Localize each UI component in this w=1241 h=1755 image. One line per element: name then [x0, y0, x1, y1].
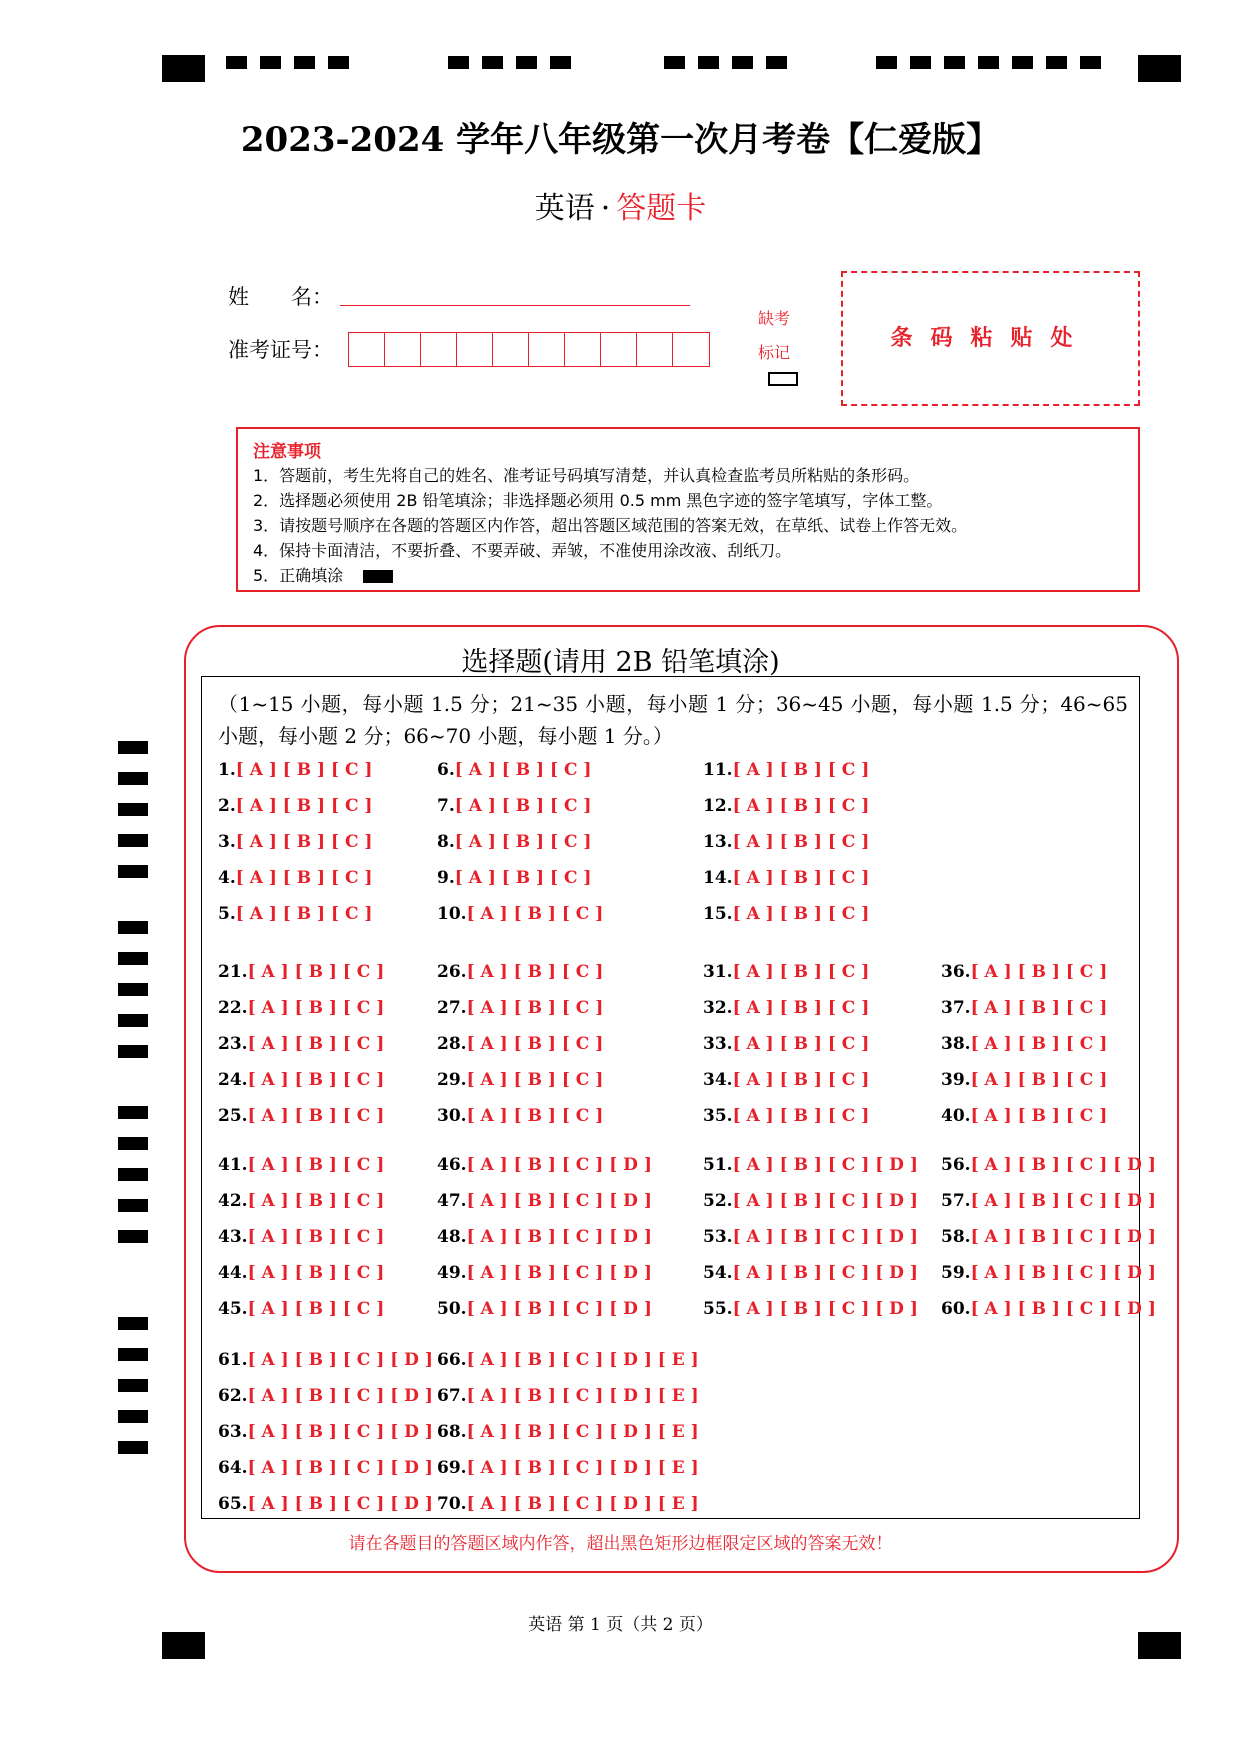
answer-bubbles[interactable]: [ A ] [ B ] [ C ]: [466, 962, 604, 982]
question-27[interactable]: [437, 998, 603, 1018]
question-number: 31.: [703, 962, 733, 982]
answer-bubbles[interactable]: [ A ] [ B ] [ C ]: [732, 1034, 870, 1054]
question-10[interactable]: [437, 904, 603, 924]
name-field[interactable]: [340, 305, 690, 306]
question-12[interactable]: [703, 796, 869, 816]
timing-mark: [516, 56, 537, 69]
answer-bubbles[interactable]: [ A ] [ B ] [ C ]: [247, 1299, 385, 1319]
question-number: 54.: [703, 1263, 733, 1283]
question-13[interactable]: [703, 832, 869, 852]
barcode-label: 条码粘贴处: [890, 325, 1091, 351]
timing-mark: [226, 56, 247, 69]
question-53[interactable]: [703, 1227, 918, 1247]
question-number: 38.: [941, 1034, 971, 1054]
absent-checkbox[interactable]: [768, 372, 798, 386]
question-number: 21.: [218, 962, 248, 982]
page-subtitle: [0, 183, 1241, 227]
question-number: 57.: [941, 1191, 971, 1211]
answer-bubbles[interactable]: [ A ] [ B ] [ C ] [ D ]: [466, 1155, 652, 1175]
timing-mark: [1080, 56, 1101, 69]
answer-bubbles[interactable]: [ A ] [ B ] [ C ] [ D ]: [466, 1263, 652, 1283]
exam-id-digit-box[interactable]: [673, 333, 709, 366]
exam-id-digit-box[interactable]: [457, 333, 493, 366]
question-number: 67.: [437, 1386, 467, 1406]
timing-mark: [328, 56, 349, 69]
question-37[interactable]: [941, 998, 1107, 1018]
answer-bubbles[interactable]: [ A ] [ B ] [ C ] [ D ]: [247, 1422, 433, 1442]
question-number: 13.: [703, 832, 733, 852]
question-66[interactable]: [437, 1350, 699, 1370]
question-34[interactable]: [703, 1070, 869, 1090]
timing-mark: [118, 1410, 148, 1423]
answer-bubbles[interactable]: [ A ] [ B ] [ C ]: [732, 904, 870, 924]
question-number: 43.: [218, 1227, 248, 1247]
question-22[interactable]: [218, 998, 384, 1018]
answer-bubbles[interactable]: [ A ] [ B ] [ C ] [ D ] [ E ]: [466, 1386, 699, 1406]
question-69[interactable]: [437, 1458, 699, 1478]
question-number: 14.: [703, 868, 733, 888]
answer-bubbles[interactable]: [ A ] [ B ] [ C ]: [247, 1070, 385, 1090]
question-62[interactable]: [218, 1386, 433, 1406]
question-32[interactable]: [703, 998, 869, 1018]
page-title: 2023-2024 学年八年级第一次月考卷【仁爱版】: [240, 120, 1001, 160]
question-number: 55.: [703, 1299, 733, 1319]
absent-mark-label: [758, 302, 790, 370]
answer-bubbles[interactable]: [ A ] [ B ] [ C ]: [466, 1034, 604, 1054]
question-1[interactable]: [218, 760, 372, 780]
corner-mark-bottom-left: [162, 1632, 205, 1659]
question-26[interactable]: [437, 962, 603, 982]
question-5[interactable]: [218, 904, 372, 924]
question-number: 68.: [437, 1422, 467, 1442]
barcode-area: [841, 271, 1140, 406]
question-51[interactable]: [703, 1155, 918, 1175]
corner-mark-bottom-right: [1138, 1632, 1181, 1659]
question-36[interactable]: [941, 962, 1107, 982]
question-number: 36.: [941, 962, 971, 982]
answer-bubbles[interactable]: [ A ] [ B ] [ C ] [ D ]: [247, 1458, 433, 1478]
question-59[interactable]: [941, 1263, 1156, 1283]
answer-bubbles[interactable]: [ A ] [ B ] [ C ]: [235, 832, 373, 852]
timing-mark: [910, 56, 931, 69]
answer-bubbles[interactable]: [ A ] [ B ] [ C ]: [235, 760, 373, 780]
note-item: 1．答题前，考生先将自己的姓名、准考证号码填写清楚，并认真检查监考员所粘贴的条形码。: [253, 466, 920, 485]
notes-box: [236, 427, 1140, 592]
timing-mark: [118, 1014, 148, 1027]
question-70[interactable]: [437, 1494, 699, 1514]
notes-heading: 注意事项: [253, 442, 321, 462]
question-56[interactable]: [941, 1155, 1156, 1175]
question-41[interactable]: [218, 1155, 384, 1175]
timing-mark: [118, 1045, 148, 1058]
answer-bubbles[interactable]: [ A ] [ B ] [ C ]: [235, 796, 373, 816]
answer-bubbles[interactable]: [ A ] [ B ] [ C ]: [970, 1034, 1108, 1054]
answer-bubbles[interactable]: [ A ] [ B ] [ C ]: [466, 1070, 604, 1090]
question-number: 47.: [437, 1191, 467, 1211]
question-30[interactable]: [437, 1106, 603, 1126]
question-50[interactable]: [437, 1299, 652, 1319]
answer-bubbles[interactable]: [ A ] [ B ] [ C ]: [466, 1106, 604, 1126]
answer-bubbles[interactable]: [ A ] [ B ] [ C ] [ D ]: [247, 1350, 433, 1370]
answer-bubbles[interactable]: [ A ] [ B ] [ C ] [ D ]: [970, 1191, 1156, 1211]
answer-bubbles[interactable]: [ A ] [ B ] [ C ]: [235, 904, 373, 924]
answer-bubbles[interactable]: [ A ] [ B ] [ C ]: [732, 832, 870, 852]
question-number: 41.: [218, 1155, 248, 1175]
question-number: 23.: [218, 1034, 248, 1054]
timing-mark: [944, 56, 965, 69]
absent-label-line2: 标记: [758, 343, 791, 362]
question-number: 51.: [703, 1155, 733, 1175]
answer-bubbles[interactable]: [ A ] [ B ] [ C ] [ D ]: [732, 1191, 918, 1211]
question-number: 33.: [703, 1034, 733, 1054]
answer-bubbles[interactable]: [ A ] [ B ] [ C ] [ D ]: [247, 1494, 433, 1514]
timing-mark: [550, 56, 571, 69]
question-9[interactable]: [437, 868, 591, 888]
corner-mark-top-left: [162, 55, 205, 82]
answer-bubbles[interactable]: [ A ] [ B ] [ C ]: [247, 998, 385, 1018]
timing-mark: [118, 983, 148, 996]
question-number: 8.: [437, 832, 455, 852]
question-number: 6.: [437, 760, 455, 780]
question-54[interactable]: [703, 1263, 918, 1283]
question-23[interactable]: [218, 1034, 384, 1054]
answer-bubbles[interactable]: [ A ] [ B ] [ C ]: [466, 998, 604, 1018]
question-number: 12.: [703, 796, 733, 816]
correct-fill-sample: [363, 570, 393, 583]
page-footer: 英语 第 1 页（共 2 页）: [528, 1615, 713, 1635]
question-39[interactable]: [941, 1070, 1107, 1090]
question-number: 58.: [941, 1227, 971, 1247]
question-number: 50.: [437, 1299, 467, 1319]
question-number: 40.: [941, 1106, 971, 1126]
question-number: 65.: [218, 1494, 248, 1514]
answer-bubbles[interactable]: [ A ] [ B ] [ C ]: [247, 1263, 385, 1283]
question-60[interactable]: [941, 1299, 1156, 1319]
note-item: 2．选择题必须使用 2B 铅笔填涂；非选择题必须用 0.5 mm 黑色字迹的签字笔填写，字体工整。: [253, 491, 943, 510]
question-4[interactable]: [218, 868, 372, 888]
question-number: 9.: [437, 868, 455, 888]
question-number: 15.: [703, 904, 733, 924]
timing-mark: [118, 1441, 148, 1454]
question-14[interactable]: [703, 868, 869, 888]
exam-id-label: 准考证号：: [228, 338, 333, 362]
exam-id-digit-box[interactable]: [601, 333, 637, 366]
question-number: 56.: [941, 1155, 971, 1175]
question-number: 10.: [437, 904, 467, 924]
exam-id-digit-box[interactable]: [421, 333, 457, 366]
absent-label-line1: 缺考: [758, 309, 791, 328]
subject-name: 英语: [534, 191, 595, 226]
question-number: 69.: [437, 1458, 467, 1478]
question-38[interactable]: [941, 1034, 1107, 1054]
question-number: 25.: [218, 1106, 248, 1126]
answer-bubbles[interactable]: [ A ] [ B ] [ C ]: [970, 998, 1108, 1018]
question-number: 2.: [218, 796, 236, 816]
timing-mark: [118, 952, 148, 965]
answer-bubbles[interactable]: [ A ] [ B ] [ C ]: [454, 796, 592, 816]
question-number: 29.: [437, 1070, 467, 1090]
question-24[interactable]: [218, 1070, 384, 1090]
timing-mark: [118, 803, 148, 816]
timing-mark: [664, 56, 685, 69]
question-2[interactable]: [218, 796, 372, 816]
question-number: 46.: [437, 1155, 467, 1175]
question-28[interactable]: [437, 1034, 603, 1054]
answer-bubbles[interactable]: [ A ] [ B ] [ C ] [ D ]: [732, 1299, 918, 1319]
answer-bubbles[interactable]: [ A ] [ B ] [ C ]: [247, 1191, 385, 1211]
separator-dot: ·: [600, 191, 611, 226]
question-number: 52.: [703, 1191, 733, 1211]
note-item: 4．保持卡面清洁，不要折叠、不要弄破、弄皱，不准使用涂改液、刮纸刀。: [253, 541, 792, 560]
question-68[interactable]: [437, 1422, 699, 1442]
answer-bubbles[interactable]: [ A ] [ B ] [ C ] [ D ] [ E ]: [466, 1422, 699, 1442]
timing-mark: [118, 921, 148, 934]
question-number: 22.: [218, 998, 248, 1018]
question-number: 32.: [703, 998, 733, 1018]
question-number: 1.: [218, 760, 236, 780]
scoring-note: （1~15 小题，每小题 1.5 分；21~35 小题，每小题 1 分；36~45 小题，每小题 1.5 分；46~65 小题，每小题 2 分；66~70 小题，每小题 1 分。）: [218, 692, 1128, 748]
exam-id-digit-box[interactable]: [493, 333, 529, 366]
timing-mark: [766, 56, 787, 69]
note-item: 3．请按题号顺序在各题的答题区内作答，超出答题区域范围的答案无效，在草纸、试卷上作答无效。: [253, 516, 968, 535]
question-6[interactable]: [437, 760, 591, 780]
answer-bubbles[interactable]: [ A ] [ B ] [ C ] [ D ]: [732, 1263, 918, 1283]
question-number: 63.: [218, 1422, 248, 1442]
answer-bubbles[interactable]: [ A ] [ B ] [ C ]: [732, 1106, 870, 1126]
question-45[interactable]: [218, 1299, 384, 1319]
question-number: 44.: [218, 1263, 248, 1283]
question-number: 49.: [437, 1263, 467, 1283]
answer-bubbles[interactable]: [ A ] [ B ] [ C ]: [247, 1227, 385, 1247]
question-number: 34.: [703, 1070, 733, 1090]
exam-id-digit-box[interactable]: [529, 333, 565, 366]
timing-mark: [1046, 56, 1067, 69]
timing-mark: [1012, 56, 1033, 69]
timing-mark: [260, 56, 281, 69]
question-67[interactable]: [437, 1386, 699, 1406]
question-number: 7.: [437, 796, 455, 816]
question-63[interactable]: [218, 1422, 433, 1442]
answer-bubbles[interactable]: [ A ] [ B ] [ C ] [ D ]: [466, 1227, 652, 1247]
answer-bubbles[interactable]: [ A ] [ B ] [ C ]: [247, 1106, 385, 1126]
answer-area-warning: 请在各题目的答题区域内作答，超出黑色矩形边框限定区域的答案无效！: [348, 1534, 893, 1554]
exam-id-digit-box[interactable]: [565, 333, 601, 366]
question-number: 3.: [218, 832, 236, 852]
timing-mark: [698, 56, 719, 69]
timing-mark: [118, 834, 148, 847]
answer-bubbles[interactable]: [ A ] [ B ] [ C ]: [454, 760, 592, 780]
timing-mark: [482, 56, 503, 69]
answer-bubbles[interactable]: [ A ] [ B ] [ C ]: [732, 796, 870, 816]
answer-bubbles[interactable]: [ A ] [ B ] [ C ] [ D ]: [970, 1155, 1156, 1175]
exam-id-field[interactable]: [348, 332, 710, 367]
question-57[interactable]: [941, 1191, 1156, 1211]
timing-mark: [448, 56, 469, 69]
answer-bubbles[interactable]: [ A ] [ B ] [ C ]: [247, 1155, 385, 1175]
question-11[interactable]: [703, 760, 869, 780]
question-number: 45.: [218, 1299, 248, 1319]
question-52[interactable]: [703, 1191, 918, 1211]
answer-bubbles[interactable]: [ A ] [ B ] [ C ]: [732, 998, 870, 1018]
timing-mark: [118, 1168, 148, 1181]
timing-mark: [118, 1230, 148, 1243]
answer-bubbles[interactable]: [ A ] [ B ] [ C ]: [732, 760, 870, 780]
timing-mark: [118, 1348, 148, 1361]
question-number: 37.: [941, 998, 971, 1018]
question-44[interactable]: [218, 1263, 384, 1283]
question-number: 62.: [218, 1386, 248, 1406]
question-40[interactable]: [941, 1106, 1107, 1126]
answer-bubbles[interactable]: [ A ] [ B ] [ C ] [ D ]: [247, 1386, 433, 1406]
question-49[interactable]: [437, 1263, 652, 1283]
question-25[interactable]: [218, 1106, 384, 1126]
question-number: 60.: [941, 1299, 971, 1319]
answer-bubbles[interactable]: [ A ] [ B ] [ C ]: [454, 832, 592, 852]
question-65[interactable]: [218, 1494, 433, 1514]
question-47[interactable]: [437, 1191, 652, 1211]
question-number: 27.: [437, 998, 467, 1018]
question-number: 35.: [703, 1106, 733, 1126]
question-8[interactable]: [437, 832, 591, 852]
question-number: 4.: [218, 868, 236, 888]
question-31[interactable]: [703, 962, 869, 982]
timing-mark: [876, 56, 897, 69]
timing-mark: [118, 1106, 148, 1119]
exam-id-digit-box[interactable]: [349, 333, 385, 366]
question-43[interactable]: [218, 1227, 384, 1247]
answer-bubbles[interactable]: [ A ] [ B ] [ C ] [ D ] [ E ]: [466, 1350, 699, 1370]
answer-bubbles[interactable]: [ A ] [ B ] [ C ]: [235, 868, 373, 888]
answer-bubbles[interactable]: [ A ] [ B ] [ C ]: [247, 1034, 385, 1054]
question-46[interactable]: [437, 1155, 652, 1175]
answer-bubbles[interactable]: [ A ] [ B ] [ C ] [ D ]: [466, 1191, 652, 1211]
note-item-text: 5．正确填涂: [253, 566, 344, 585]
question-61[interactable]: [218, 1350, 433, 1370]
timing-mark: [118, 741, 148, 754]
timing-mark: [294, 56, 315, 69]
question-number: 39.: [941, 1070, 971, 1090]
question-number: 48.: [437, 1227, 467, 1247]
timing-mark: [118, 772, 148, 785]
answer-bubbles[interactable]: [ A ] [ B ] [ C ] [ D ]: [732, 1155, 918, 1175]
question-number: 24.: [218, 1070, 248, 1090]
answer-bubbles[interactable]: [ A ] [ B ] [ C ] [ D ]: [970, 1263, 1156, 1283]
answer-bubbles[interactable]: [ A ] [ B ] [ C ]: [970, 962, 1108, 982]
answer-bubbles[interactable]: [ A ] [ B ] [ C ]: [466, 904, 604, 924]
timing-mark: [118, 1379, 148, 1392]
answer-bubbles[interactable]: [ A ] [ B ] [ C ]: [732, 1070, 870, 1090]
timing-mark: [118, 1137, 148, 1150]
answer-bubbles[interactable]: [ A ] [ B ] [ C ]: [454, 868, 592, 888]
question-3[interactable]: [218, 832, 372, 852]
question-58[interactable]: [941, 1227, 1156, 1247]
exam-id-digit-box[interactable]: [637, 333, 673, 366]
question-number: 28.: [437, 1034, 467, 1054]
timing-mark: [118, 1317, 148, 1330]
question-number: 70.: [437, 1494, 467, 1514]
question-number: 30.: [437, 1106, 467, 1126]
question-number: 26.: [437, 962, 467, 982]
question-number: 64.: [218, 1458, 248, 1478]
question-number: 5.: [218, 904, 236, 924]
name-label: 姓 名：: [228, 285, 333, 309]
question-35[interactable]: [703, 1106, 869, 1126]
note-item: [253, 563, 1138, 588]
exam-id-digit-box[interactable]: [385, 333, 421, 366]
timing-mark: [978, 56, 999, 69]
timing-mark: [732, 56, 753, 69]
question-15[interactable]: [703, 904, 869, 924]
answer-bubbles[interactable]: [ A ] [ B ] [ C ]: [970, 1106, 1108, 1126]
question-64[interactable]: [218, 1458, 433, 1478]
question-55[interactable]: [703, 1299, 918, 1319]
card-label: 答题卡: [616, 191, 707, 226]
question-number: 59.: [941, 1263, 971, 1283]
answer-bubbles[interactable]: [ A ] [ B ] [ C ]: [732, 962, 870, 982]
question-7[interactable]: [437, 796, 591, 816]
question-33[interactable]: [703, 1034, 869, 1054]
answer-bubbles[interactable]: [ A ] [ B ] [ C ] [ D ] [ E ]: [466, 1458, 699, 1478]
choice-section-title: 选择题(请用 2B 铅笔填涂): [461, 647, 780, 678]
question-number: 11.: [703, 760, 733, 780]
corner-mark-top-right: [1138, 55, 1181, 82]
answer-bubbles[interactable]: [ A ] [ B ] [ C ]: [247, 962, 385, 982]
answer-bubbles[interactable]: [ A ] [ B ] [ C ] [ D ]: [732, 1227, 918, 1247]
question-number: 53.: [703, 1227, 733, 1247]
answer-bubbles[interactable]: [ A ] [ B ] [ C ] [ D ] [ E ]: [466, 1494, 699, 1514]
question-29[interactable]: [437, 1070, 603, 1090]
answer-bubbles[interactable]: [ A ] [ B ] [ C ] [ D ]: [466, 1299, 652, 1319]
question-21[interactable]: [218, 962, 384, 982]
answer-bubbles[interactable]: [ A ] [ B ] [ C ] [ D ]: [970, 1299, 1156, 1319]
question-48[interactable]: [437, 1227, 652, 1247]
timing-mark: [118, 1199, 148, 1212]
answer-bubbles[interactable]: [ A ] [ B ] [ C ]: [732, 868, 870, 888]
answer-bubbles[interactable]: [ A ] [ B ] [ C ]: [970, 1070, 1108, 1090]
question-number: 61.: [218, 1350, 248, 1370]
question-42[interactable]: [218, 1191, 384, 1211]
question-number: 66.: [437, 1350, 467, 1370]
timing-mark: [118, 865, 148, 878]
answer-bubbles[interactable]: [ A ] [ B ] [ C ] [ D ]: [970, 1227, 1156, 1247]
question-number: 42.: [218, 1191, 248, 1211]
